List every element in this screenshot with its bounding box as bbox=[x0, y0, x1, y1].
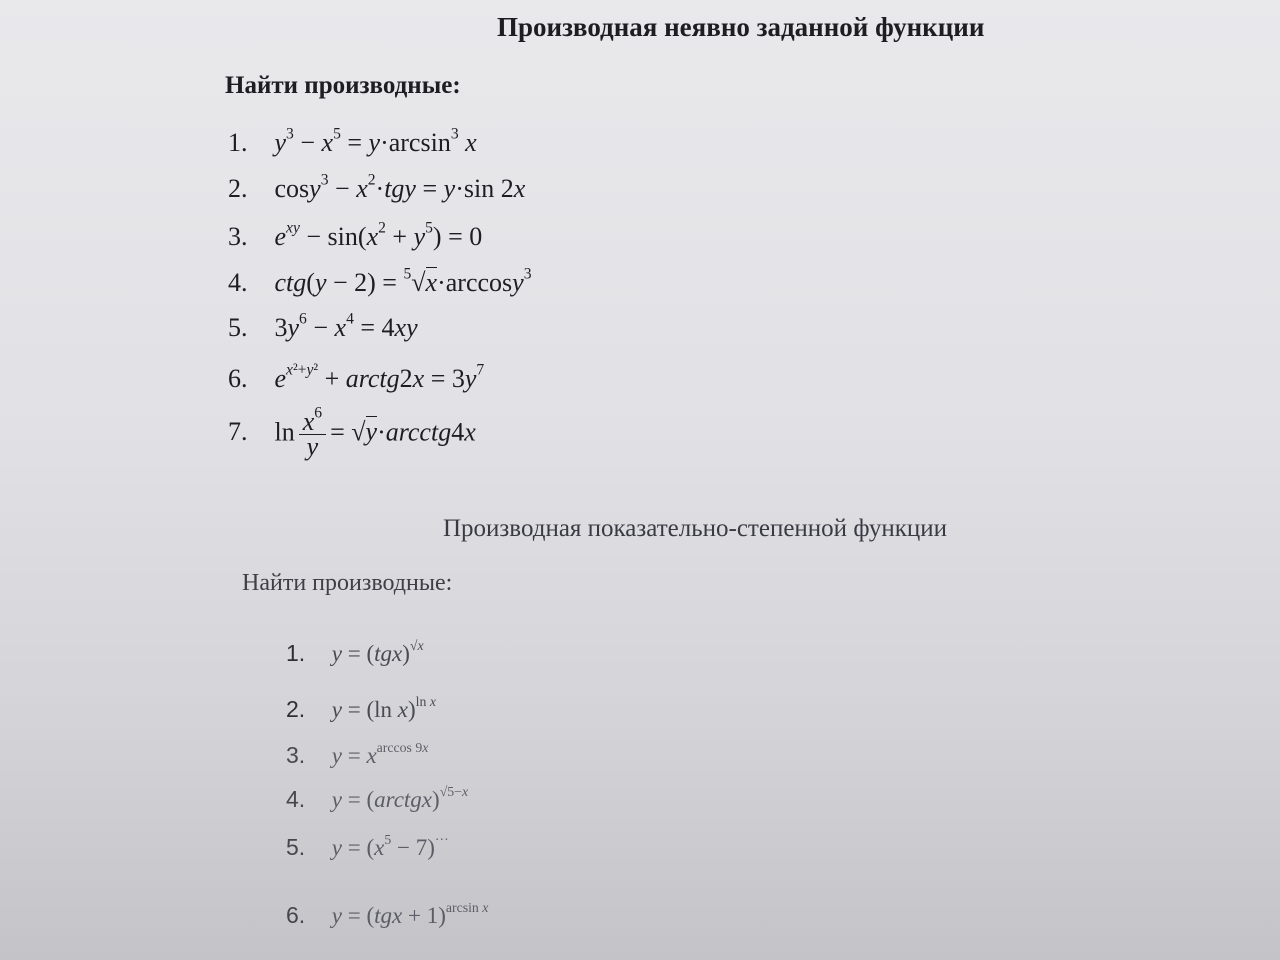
equation-2: 2. $\cos y^3 - x^2\cdot tgy = y\cdot\sin$ 2x bbox=[228, 171, 526, 203]
exp-equation-1: 1. y = (tgx)$^{√x}$ bbox=[286, 637, 424, 666]
exp-equation-6: 6. y = (tgx + 1)$^{arcsin x}$ bbox=[286, 899, 489, 928]
exp-equation-2: 2. y = (ln x)$^{ln x}$ bbox=[286, 693, 436, 722]
equation-number: 5. bbox=[228, 313, 248, 342]
exp-equation-5: 5. $y = (x^5 - 7)^{\cdot\cdot\cdot}$ bbox=[286, 831, 449, 860]
equation-1: 1. $y^3 - x^5 = y\cdot\arcsin^3$ x bbox=[228, 125, 477, 157]
section2-title: Производная показательно-степенной функции bbox=[443, 515, 948, 542]
exp-equation-4: 4. y = (arctgx)$^{√5-x}$ bbox=[286, 783, 469, 812]
equation-number: 6. bbox=[228, 364, 248, 393]
equation-number: 3. bbox=[228, 222, 248, 251]
equation-number: 6. bbox=[286, 902, 306, 928]
equation-number: 2. bbox=[228, 174, 248, 203]
equation-number: 1. bbox=[228, 128, 248, 157]
equation-4: 4. ctg(y − 2) = $^5$√x·arccosy$^3$ bbox=[228, 265, 532, 297]
equation-number: 5. bbox=[286, 834, 306, 860]
section1-subtitle: Найти производные: bbox=[225, 72, 461, 99]
equation-number: 1. bbox=[286, 640, 306, 666]
equation-number: 3. bbox=[286, 742, 306, 768]
exp-equation-3: 3. $y = x^{arccos 9x}$ bbox=[286, 739, 429, 768]
equation-7: 7. ln $\frac{x^6}{y}$ = √y·arcctg4x bbox=[228, 404, 476, 461]
section1-title: Производная неявно заданной функции bbox=[497, 12, 985, 42]
equation-number: 7. bbox=[228, 417, 248, 447]
equation-number: 4. bbox=[228, 268, 248, 297]
equation-5: 5. $3y^6 - x^4 = 4xy$ bbox=[228, 310, 418, 342]
equation-number: 4. bbox=[286, 786, 306, 812]
equation-3: 3. $e^{xy} - \sin(x^2 + y^5) = 0$ bbox=[228, 219, 483, 251]
equation-number: 2. bbox=[286, 696, 306, 722]
equation-6: 6. $e^{x^2+y^2}$ + arctg2x = $3y^7$ bbox=[228, 361, 485, 393]
section2-subtitle: Найти производные: bbox=[242, 570, 453, 596]
